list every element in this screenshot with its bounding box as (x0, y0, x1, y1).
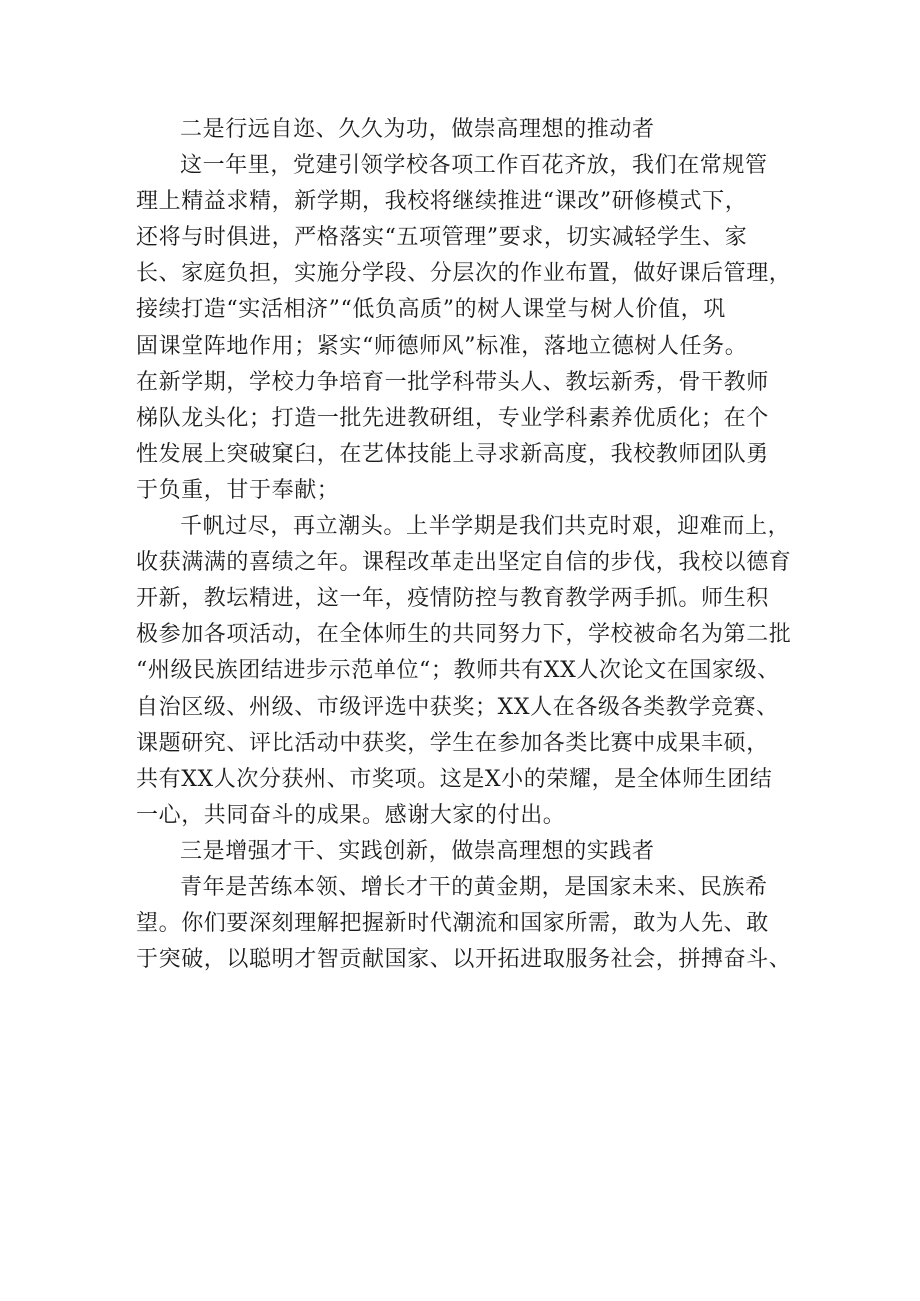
paragraph-line: 一心，共同奋斗的成果。感谢大家的付出。 (136, 802, 566, 828)
document-body (136, 112, 796, 978)
paragraph-line: 梯队龙头化；打造一批先进教研组，专业学科素养优质化；在个 (136, 405, 769, 431)
paragraph-line: 课题研究、评比活动中获奖，学生在参加各类比赛中成果丰硕， (136, 730, 769, 756)
paragraph-line: 接续打造“实活相济”“低负高质”的树人课堂与树人价值，巩 (136, 297, 726, 323)
paragraph-line: 开新，教坛精进，这一年，疫情防控与教育教学两手抓。师生积 (136, 586, 769, 612)
paragraph-line: 极参加各项活动，在全体师生的共同努力下，学校被命名为第二批 (136, 622, 792, 648)
section-heading-two: 二是行远自迩、久久为功，做崇高理想的推动者 (180, 117, 655, 142)
paragraph-line: 理上精益求精，新学期，我校将继续推进“课改”研修模式下， (136, 189, 748, 215)
paragraph-line: 长、家庭负担，实施分学段、分层次的作业布置，做好课后管理， (136, 261, 792, 287)
paragraph-line: 千帆过尽，再立潮头。上半学期是我们共克时艰，迎难而上， (180, 514, 791, 540)
paragraph-line: 于负重，甘于奉献； (136, 477, 340, 503)
paragraph-line: 共有XX人次分获州、市奖项。这是X小的荣耀，是全体师生团结 (136, 766, 773, 792)
paragraph-line: 于突破，以聪明才智贡献国家、以开拓进取服务社会，拼搏奋斗、 (136, 947, 792, 973)
paragraph-line: “州级民族团结进步示范单位“；教师共有XX人次论文在国家级、 (136, 658, 780, 684)
paragraph-line: 性发展上突破窠臼，在艺体技能上寻求新高度，我校教师团队勇 (136, 441, 769, 467)
paragraph-line: 自治区级、州级、市级评选中获奖；XX人在各级各类教学竞赛、 (136, 694, 779, 720)
paragraph-line: 在新学期，学校力争培育一批学科带头人、教坛新秀，骨干教师 (136, 369, 769, 395)
paragraph-line: 这一年里，党建引领学校各项工作百花齐放，我们在常规管 (180, 153, 768, 179)
paragraph-line: 固课堂阵地作用；紧实“师德师风”标准，落地立德树人任务。 (136, 333, 748, 359)
section-heading-three: 三是增强才干、实践创新，做崇高理想的实践者 (180, 838, 655, 864)
paragraph-line: 收获满满的喜绩之年。课程改革走出坚定自信的步伐，我校以德育 (136, 550, 792, 576)
paragraph-line: 望。你们要深刻理解把握新时代潮流和国家所需，敢为人先、敢 (136, 911, 769, 937)
paragraph-line: 还将与时俱进，严格落实“五项管理”要求，切实减轻学生、家 (136, 225, 748, 251)
paragraph-line: 青年是苦练本领、增长才干的黄金期，是国家未来、民族希 (180, 874, 768, 900)
